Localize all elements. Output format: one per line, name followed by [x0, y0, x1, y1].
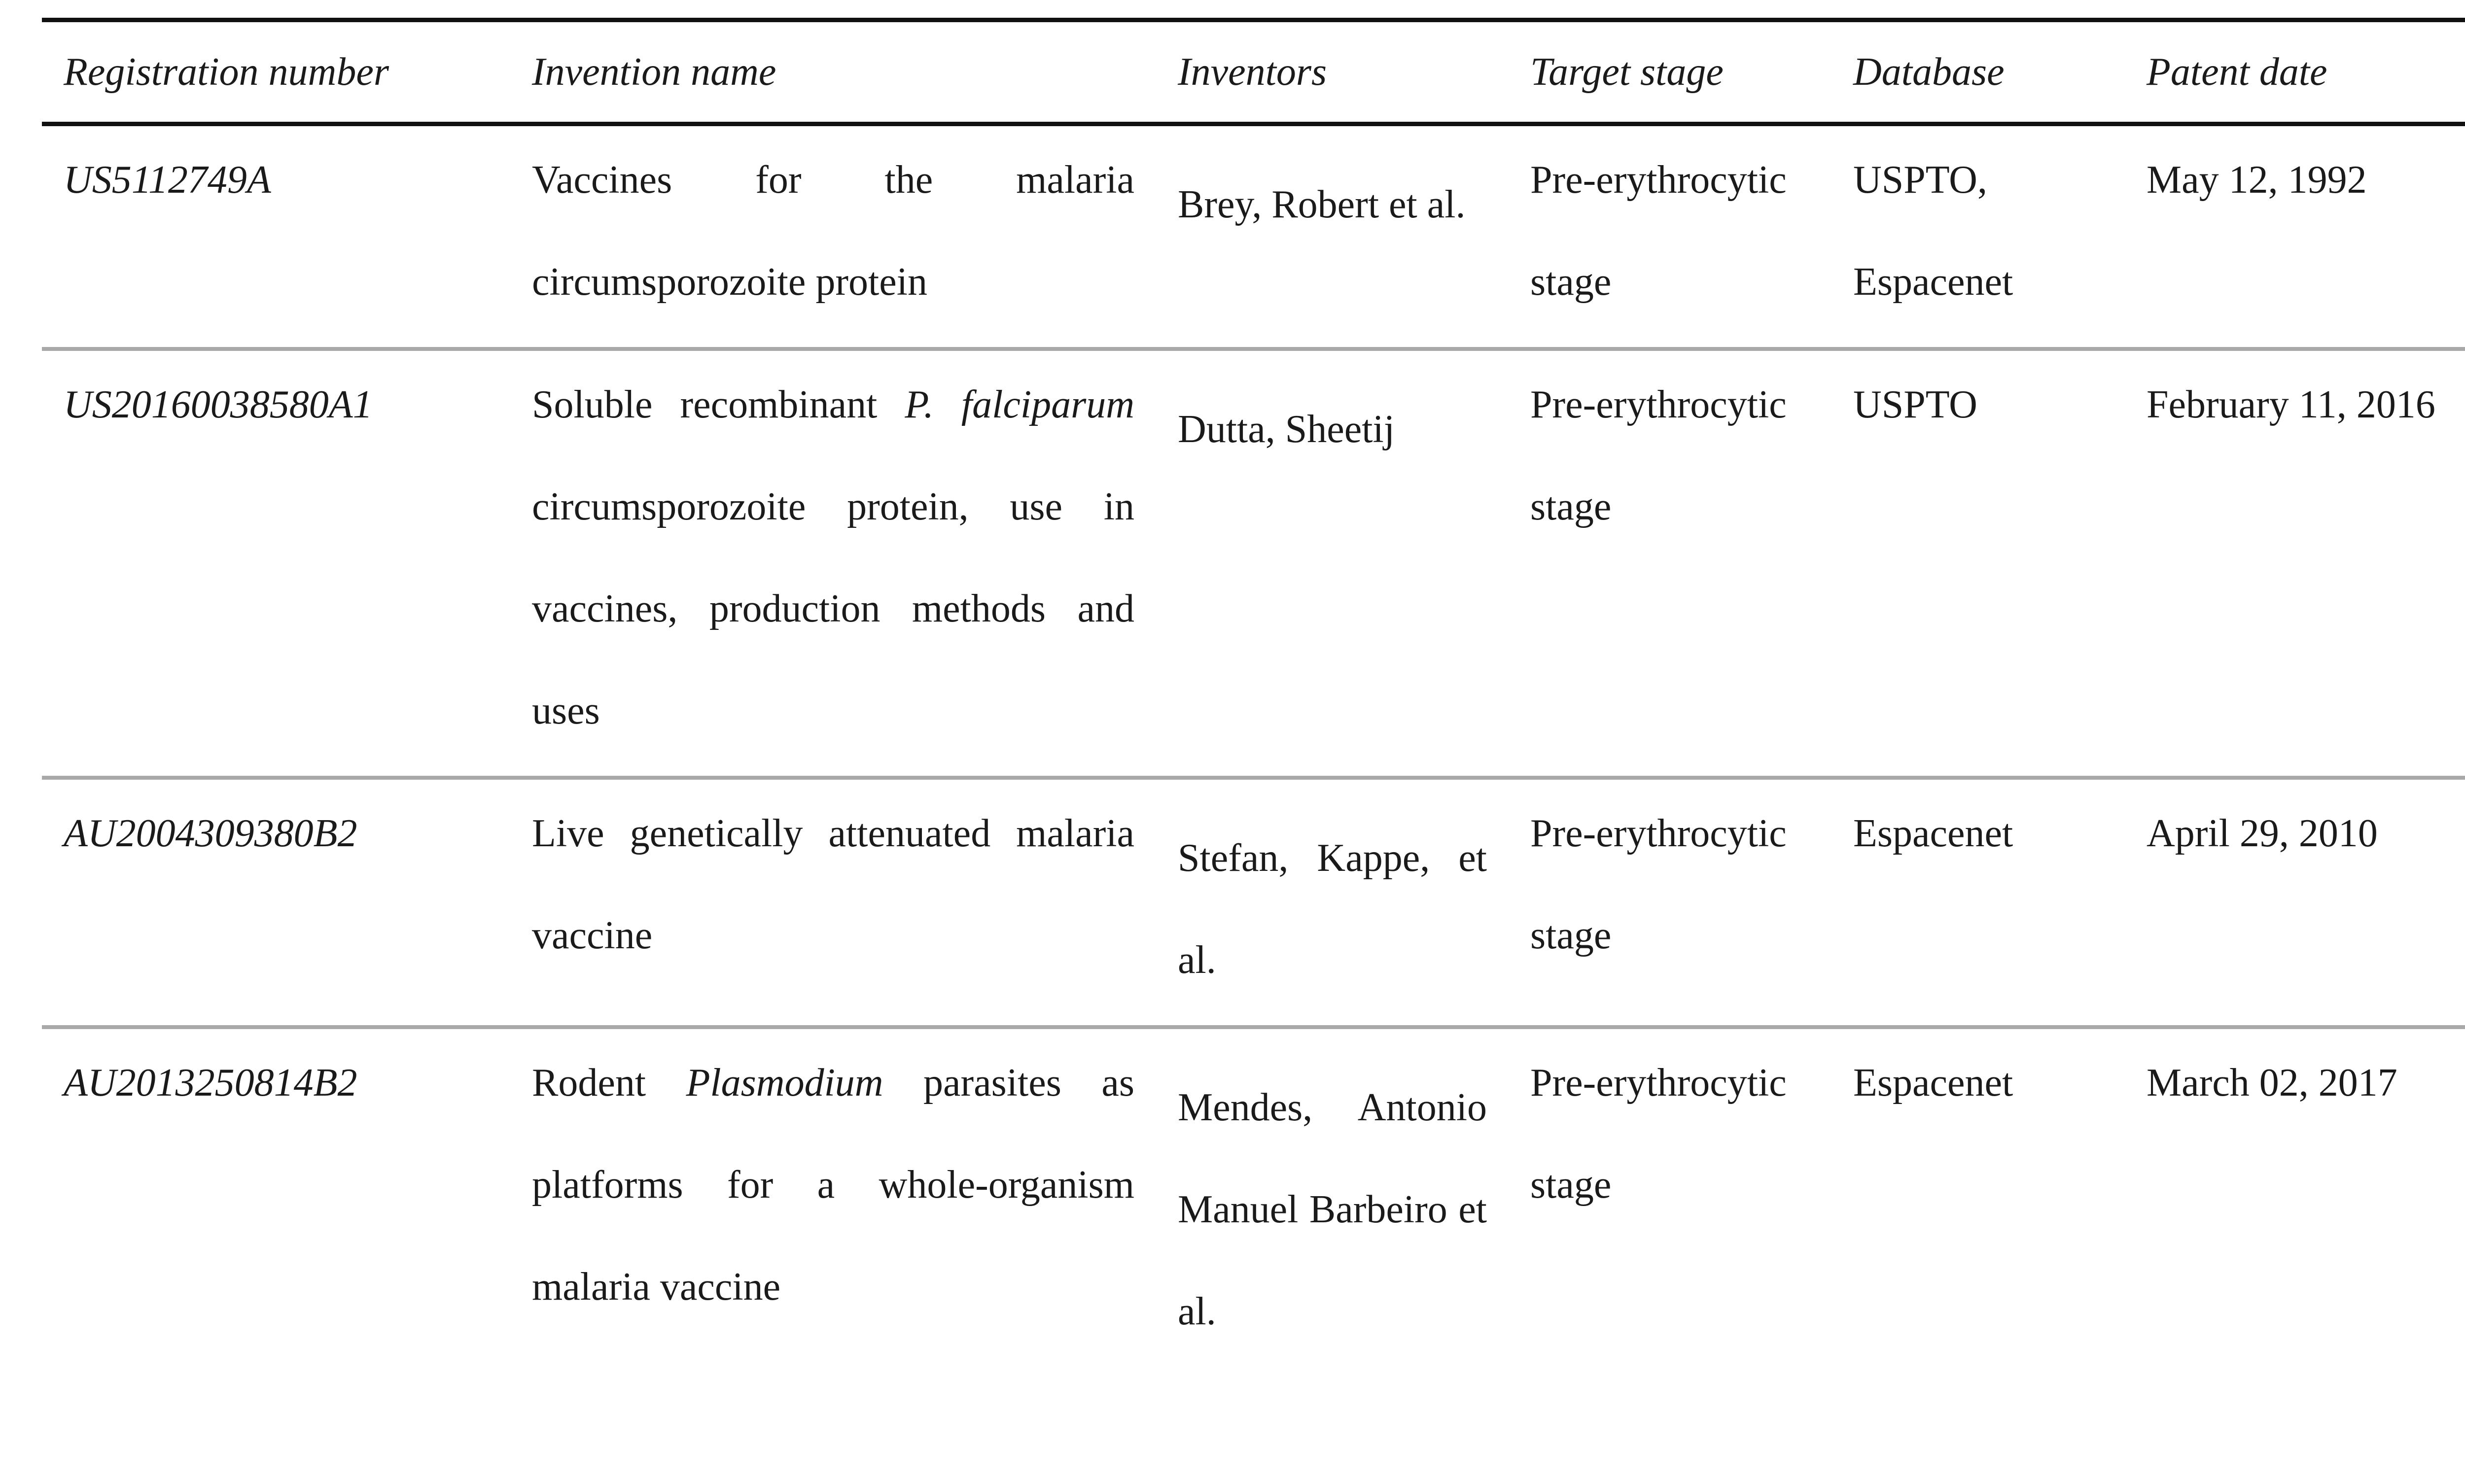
inventors-cell: Brey, Robert et al.: [1178, 183, 1466, 226]
header-database: Database: [1853, 50, 2005, 94]
header-patent-date: Patent date: [2147, 50, 2327, 94]
species-name-italic: P. falciparum: [905, 383, 1134, 426]
header-row: [42, 20, 2465, 124]
registration-number-cell: US20160038580A1: [64, 383, 373, 426]
patent-date-cell: February 11, 2016: [2147, 383, 2435, 426]
registration-number-cell: AU2013250814B2: [64, 1061, 357, 1104]
registration-number-cell: US5112749A: [64, 158, 271, 202]
database-cell: USPTO, Espacenet: [1853, 158, 2013, 304]
patent-date-cell: March 02, 2017: [2147, 1061, 2397, 1104]
header-inventors: Inventors: [1178, 50, 1327, 94]
patent-date-cell: April 29, 2010: [2147, 812, 2378, 855]
invention-name-cell: [510, 349, 1156, 778]
inventors-cell: Dutta, Sheetij: [1178, 408, 1395, 451]
database-cell: USPTO: [1853, 383, 1977, 426]
target-stage-cell: Pre-erythrocytic stage: [1530, 383, 1787, 528]
table-row: [42, 349, 2465, 778]
header-target-stage: Target stage: [1530, 50, 1724, 94]
patent-date-cell: May 12, 1992: [2147, 158, 2367, 202]
invention-name-cell: Vaccines for the malaria circumsporozoite protein: [532, 158, 1134, 304]
invention-name-text: circumsporozoite protein, use in vaccines, production methods and uses: [532, 485, 1134, 732]
database-cell: Espacenet: [1853, 812, 2013, 855]
database-cell: Espacenet: [1853, 1061, 2013, 1104]
table-header: [42, 20, 2465, 124]
target-stage-cell: Pre-erythrocytic stage: [1530, 158, 1787, 304]
table-row: [42, 124, 2465, 349]
registration-number-cell: AU2004309380B2: [64, 812, 357, 855]
invention-name-text: Rodent: [532, 1061, 686, 1104]
invention-name-cell: Live genetically attenuated malaria vaccine: [532, 812, 1134, 957]
target-stage-cell: Pre-erythrocytic stage: [1530, 812, 1787, 957]
inventors-cell: Mendes, Antonio Manuel Barbeiro et al.: [1178, 1086, 1487, 1333]
header-registration-number: Registration number: [64, 50, 389, 94]
table-row: [42, 778, 2465, 1027]
table-row: [42, 1027, 2465, 1377]
invention-name-text: parasites as platforms for a whole-organism malaria vaccine: [532, 1061, 1135, 1309]
inventors-cell: Stefan, Kappe, et al.: [1178, 836, 1487, 982]
header-invention-name: Invention name: [532, 50, 776, 94]
patent-table: [42, 18, 2465, 1377]
invention-name-cell: [510, 1027, 1156, 1377]
table-body: [42, 124, 2465, 1377]
genus-name-italic: Plasmodium: [686, 1061, 883, 1104]
target-stage-cell: Pre-erythrocytic stage: [1530, 1061, 1787, 1207]
invention-name-text: Soluble recombinant: [532, 383, 905, 426]
